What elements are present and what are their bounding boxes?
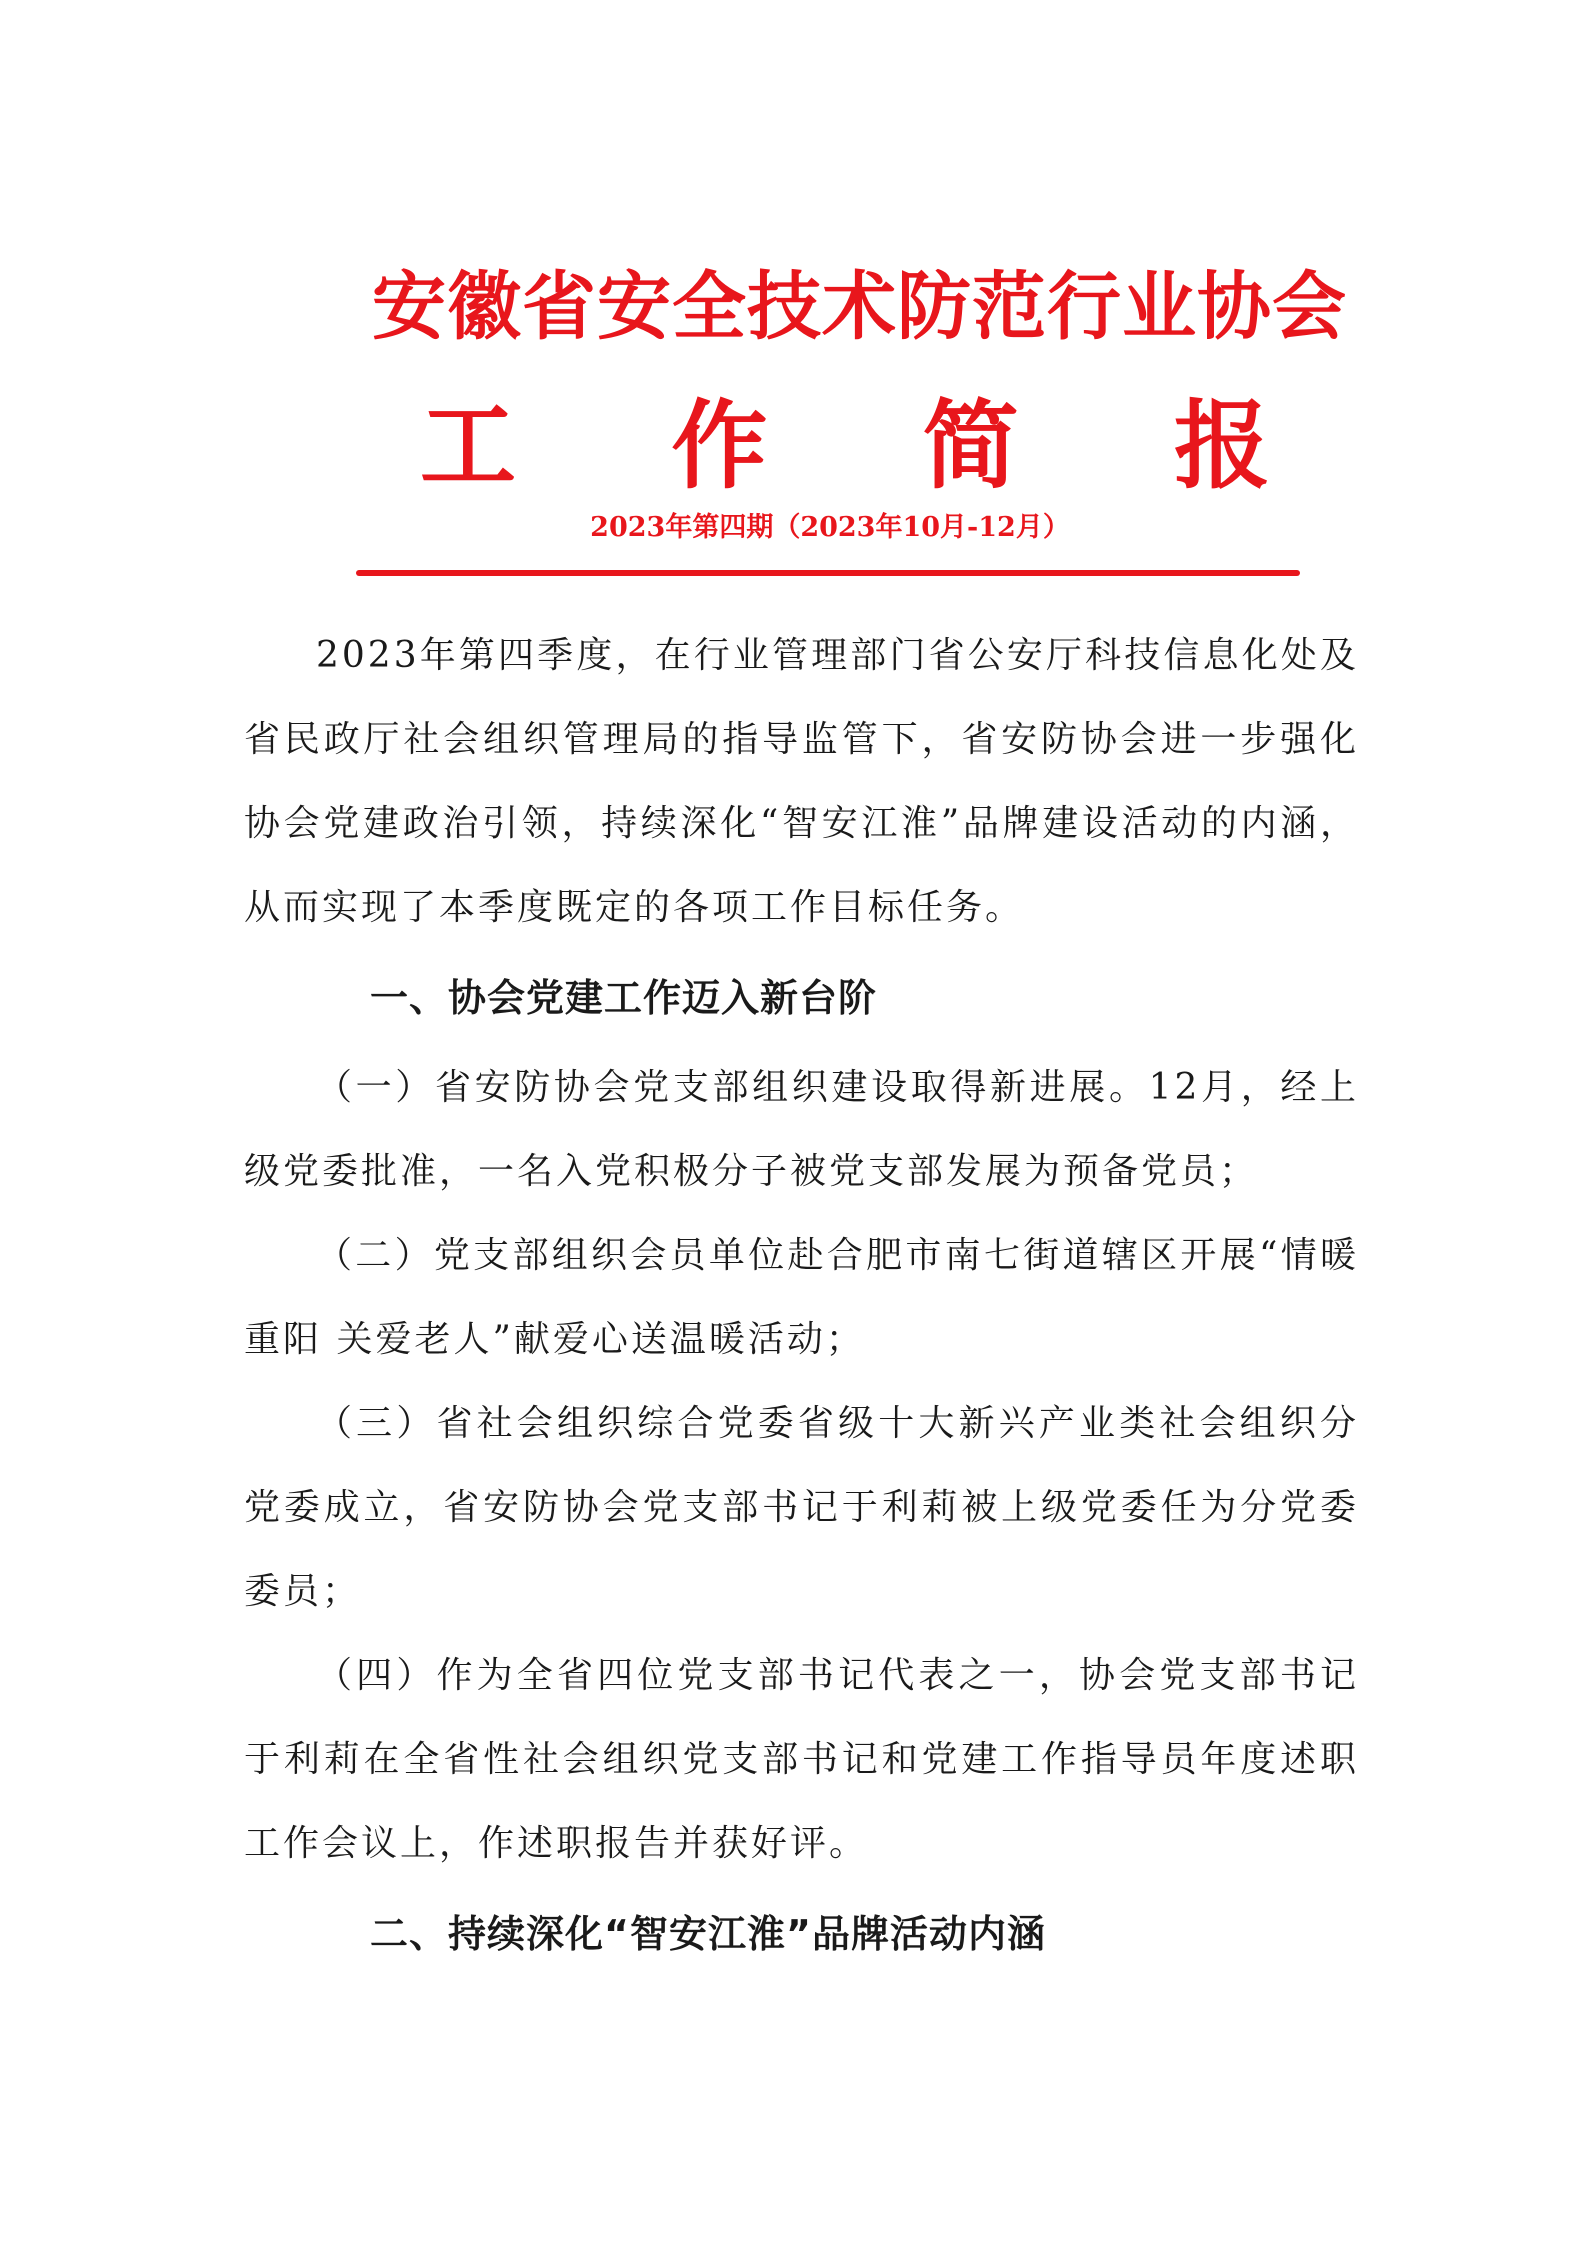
bulletin-title-char: 工: [420, 389, 516, 502]
org-name-title: 安徽省安全技术防范行业协会: [372, 264, 1347, 350]
section-item: （二）党支部组织会员单位赴合肥市南七街道辖区开展“情暖重阳 关爱老人”献爱心送温暖活动；: [244, 1235, 1359, 1360]
bulletin-title-char: 作: [671, 389, 768, 502]
intro-paragraph: 2023年第四季度，在行业管理部门省公安厅科技信息化处及省民政厅社会组织管理局的指导监管下，省安防协会进一步强化协会党建政治引领，持续深化“智安江淮”品牌建设活动的内涵，从而实现了本季度既定的各项工作目标任务。: [244, 635, 1359, 928]
section-heading: 一、协会党建工作迈入新台阶: [370, 976, 878, 1020]
bulletin-title: [420, 378, 1270, 502]
bulletin-title-char: 简: [922, 389, 1019, 502]
document-body: [244, 614, 1359, 1982]
bulletin-title-char: 报: [1173, 389, 1270, 502]
section-item: （四）作为全省四位党支部书记代表之一，协会党支部书记于利莉在全省性社会组织党支部书记和党建工作指导员年度述职工作会议上，作述职报告并获好评。: [244, 1655, 1359, 1864]
section-item: （三）省社会组织综合党委省级十大新兴产业类社会组织分党委成立，省安防协会党支部书记于利莉被上级党委任为分党委委员；: [244, 1403, 1359, 1612]
issue-line: 2023年第四期（2023年10月-12月）: [590, 512, 1070, 543]
section-item: （一）省安防协会党支部组织建设取得新进展。12月，经上级党委批准，一名入党积极分子被党支部发展为预备党员；: [244, 1067, 1359, 1192]
section-heading: 二、持续深化“智安江淮”品牌活动内涵: [370, 1912, 1046, 1956]
red-divider: [356, 570, 1300, 576]
